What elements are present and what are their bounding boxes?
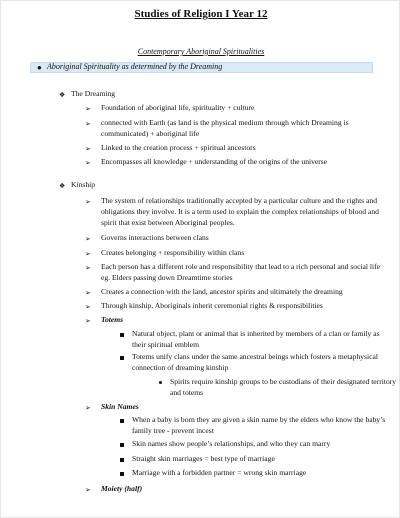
arrow-icon: ➢ bbox=[85, 303, 91, 311]
totems-subitem-continued: and totems bbox=[170, 388, 204, 397]
diamond-icon: ❖ bbox=[59, 91, 66, 99]
kinship-item-continued: eg. Elders passing down Dreamtime stories bbox=[101, 273, 233, 282]
kinship-item: The system of relationships traditionally accepted by a particular culture and the rights and bbox=[101, 196, 378, 205]
dreaming-item-continued: communicated) + aboriginal life bbox=[101, 129, 200, 138]
page-title: Studies of Religion I Year 12 bbox=[134, 8, 268, 20]
square-bullet-icon bbox=[120, 443, 124, 447]
arrow-icon: ➢ bbox=[85, 235, 91, 243]
arrow-icon: ➢ bbox=[85, 105, 91, 113]
diamond-icon: ❖ bbox=[59, 182, 66, 190]
arrow-icon: ➢ bbox=[85, 198, 91, 206]
kinship-item: Through kinship, Aboriginals inherit ceremonial rights & responsibilities bbox=[101, 301, 323, 310]
page-subtitle: Contemporary Aboriginal Spiritualities bbox=[137, 47, 265, 56]
skin-names-item: Straight skin marriages = best type of marriage bbox=[132, 454, 275, 463]
dreaming-item: Encompasses all knowledge + understanding of the origins of the universe bbox=[101, 157, 328, 166]
square-bullet-icon bbox=[120, 419, 124, 423]
arrow-icon: ➢ bbox=[85, 120, 91, 128]
bullet-icon: ● bbox=[37, 63, 42, 72]
kinship-item: Each person has a different role and responsibility that lead to a rich personal and social life bbox=[101, 262, 381, 271]
subheading-skin-names: Skin Names bbox=[101, 402, 139, 411]
arrow-icon: ➢ bbox=[85, 317, 91, 325]
kinship-item: Governs interactions between clans bbox=[101, 233, 209, 242]
round-bullet-icon bbox=[159, 381, 162, 384]
skin-names-item-continued: family tree - prevent incest bbox=[132, 426, 214, 435]
dreaming-item: connected with Earth (as land is the physical medium through which Dreaming is bbox=[101, 118, 349, 127]
skin-names-item: Marriage with a forbidden partner = wrong skin marriage bbox=[132, 468, 307, 477]
square-bullet-icon bbox=[120, 472, 124, 476]
kinship-item: Creates a connection with the land, ancestor spirits and ultimately the dreaming bbox=[101, 287, 343, 296]
section-heading-dreaming: The Dreaming bbox=[71, 89, 116, 98]
kinship-item: Creates belonging + responsibility within clans bbox=[101, 248, 245, 257]
skin-names-item: When a baby is born they are given a skin name by the elders who know the baby’s bbox=[132, 415, 386, 424]
square-bullet-icon bbox=[120, 458, 124, 462]
totems-item-continued: their spiritual emblem bbox=[132, 340, 200, 349]
totems-item-continued: connection of dreaming kinship bbox=[132, 363, 229, 372]
kinship-item-continued: spirit that exist between Aboriginal peoples. bbox=[101, 218, 235, 227]
totems-item: Natural object, plant or animal that is inherited by members of a clan or family as bbox=[132, 329, 380, 338]
section-heading-kinship: Kinship bbox=[71, 180, 96, 189]
arrow-icon: ➢ bbox=[85, 404, 91, 412]
square-bullet-icon bbox=[120, 333, 124, 337]
skin-names-item: Skin names show people’s relationships, and who they can marry bbox=[132, 439, 331, 448]
arrow-icon: ➢ bbox=[85, 159, 91, 167]
square-bullet-icon bbox=[120, 356, 124, 360]
dreaming-item: Linked to the creation process + spiritual ancestors bbox=[101, 143, 256, 152]
arrow-icon: ➢ bbox=[85, 264, 91, 272]
totems-item: Totems unify clans under the same ancestral beings which fosters a metaphysical bbox=[132, 352, 378, 361]
arrow-icon: ➢ bbox=[85, 289, 91, 297]
dreaming-item: Foundation of aboriginal life, spirituality + culture bbox=[101, 103, 255, 112]
arrow-icon: ➢ bbox=[85, 250, 91, 258]
totems-subitem: Spirits require kinship groups to be custodians of their designated territory bbox=[170, 377, 397, 386]
kinship-item-continued: obligations they involve. It is a term used to explain the complex relationships of blood and bbox=[101, 207, 379, 216]
subheading-totems: Totems bbox=[101, 315, 124, 324]
arrow-icon: ➢ bbox=[85, 145, 91, 153]
arrow-icon: ➢ bbox=[85, 486, 91, 494]
highlighted-heading: Aboriginal Spirituality as determined by the Dreaming bbox=[47, 62, 223, 71]
subheading-moiety: Moiety (half) bbox=[101, 484, 143, 493]
